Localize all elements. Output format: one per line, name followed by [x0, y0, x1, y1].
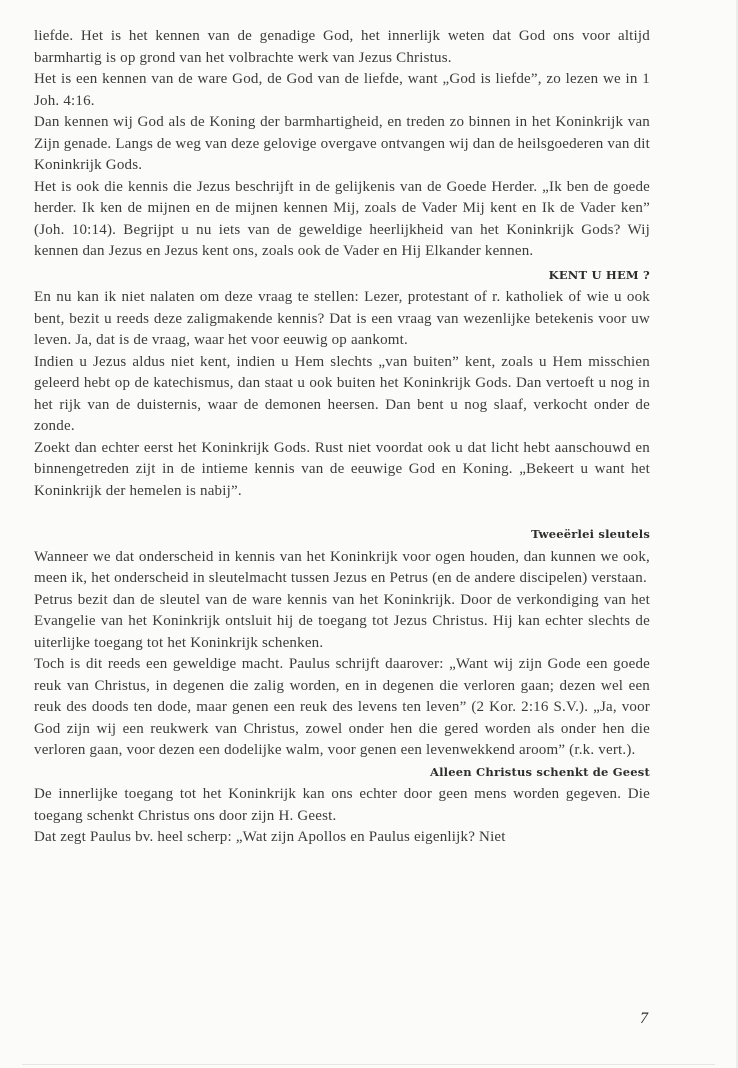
paragraph: Het is een kennen van de ware God, de God van de liefde, want „God is liefde”, zo lezen we in 1 Joh. 4:16.: [34, 71, 650, 109]
page-body: [34, 26, 650, 849]
paragraph: En nu kan ik niet nalaten om deze vraag te stellen: Lezer, protestant of r. katholiek of wie u ook bent, bezit u reeds deze zaligmakende kennis? Dat is een vraag van wezenlijke betekenis voor uw leven. Ja, dat is de vraag, waar het voor eeuwig op aankomt.: [34, 289, 650, 348]
page-number: 7: [640, 1010, 648, 1027]
paragraph: Petrus bezit dan de sleutel van de ware kennis van het Koninkrijk. Door de verkondiging van het Evangelie van het Koninkrijk ontsluit hij de toegang tot Jezus Christus. Hij kan echter slechts de uiterlijke toegang tot het Koninkrijk schenken.: [34, 591, 650, 651]
paragraph: De innerlijke toegang tot het Koninkrijk kan ons echter door geen mens worden gegeven. Die toegang schenkt Christus ons door zijn H. Geest.: [34, 786, 650, 824]
section-heading: Alleen Christus schenkt de Geest: [429, 764, 650, 779]
section-tweeerlei-sleutels: [34, 524, 650, 762]
section-kent-u-hem: [34, 265, 650, 503]
paragraph: Zoekt dan echter eerst het Koninkrijk Gods. Rust niet voordat ook u dat licht hebt aanschouwd en binnengetreden zijt in de intieme kennis van de eeuwige God en Koning. „Bekeert u want het Koninkrijk der hemelen is nabij”.: [34, 439, 650, 499]
paragraph: Dan kennen wij God als de Koning der barmhartigheid, en treden zo binnen in het Koninkrijk van Zijn genade. Langs de weg van deze gelovige overgave ontvangen wij dan de heilsgoederen van dit Koninkrijk Gods.: [34, 114, 651, 173]
section-intro: [34, 26, 650, 263]
paragraph: Indien u Jezus aldus niet kent, indien u Hem slechts „van buiten” kent, zoals u Hem misschien geleerd hebt op de katechismus, dan staat u ook buiten het Koninkrijk Gods. Dan vertoeft u nog in het rijk van de duisternis, waar de demonen heersen. Dan bent u nog slaaf, verkocht onder de zonde.: [34, 353, 650, 434]
paragraph: liefde. Het is het kennen van de genadige God, het innerlijk weten dat God ons voor altijd barmhartig is op grond van het volbrachte werk van Jezus Christus.: [34, 28, 650, 66]
paragraph: Dat zegt Paulus bv. heel scherp: „Wat zijn Apollos en Paulus eigenlijk? Niet: [34, 829, 506, 845]
page-edge-divider: [22, 1064, 715, 1065]
paragraph: Toch is dit reeds een geweldige macht. Paulus schrijft daarover: „Want wij zijn Gode een goede reuk van Christus, in degenen die zalig worden, en in degenen die verloren gaan; dezen wel een reuk des doods ten dode, maar genen een reuk des levens ten leven” (2 Kor. 2:16 S.V.). „Ja, voor God zijn wij een reukwerk van Christus, zowel onder hen die gered worden als onder hen die verloren gaan, voor dezen een dodelijke walm, voor genen een levenwekkend aroom” (r.k. vert.).: [34, 656, 650, 758]
section-heading: Tweeërlei sleutels: [531, 527, 650, 541]
section-alleen-christus: [34, 762, 650, 849]
section-heading: KENT U HEM ?: [548, 267, 650, 282]
paragraph: Het is ook die kennis die Jezus beschrijft in de gelijkenis van de Goede Herder. „Ik ben de goede herder. Ik ken de mijnen en de mijnen kennen Mij, zoals de Vader Mij kent en Ik de Vader ken” (Joh. 10:14). Begrijpt u nu iets van de geweldige heerlijkheid van het Koninkrijk Gods? Wij kennen dan Jezus en Jezus kent ons, zoals ook de Vader en Hij Elkander kennen.: [34, 178, 650, 259]
paragraph: Wanneer we dat onderscheid in kennis van het Koninkrijk voor ogen houden, dan kunnen we ook, meen ik, het onderscheid in sleutelmacht tussen Jezus en Petrus (en de andere discipelen) verstaan.: [34, 548, 650, 586]
